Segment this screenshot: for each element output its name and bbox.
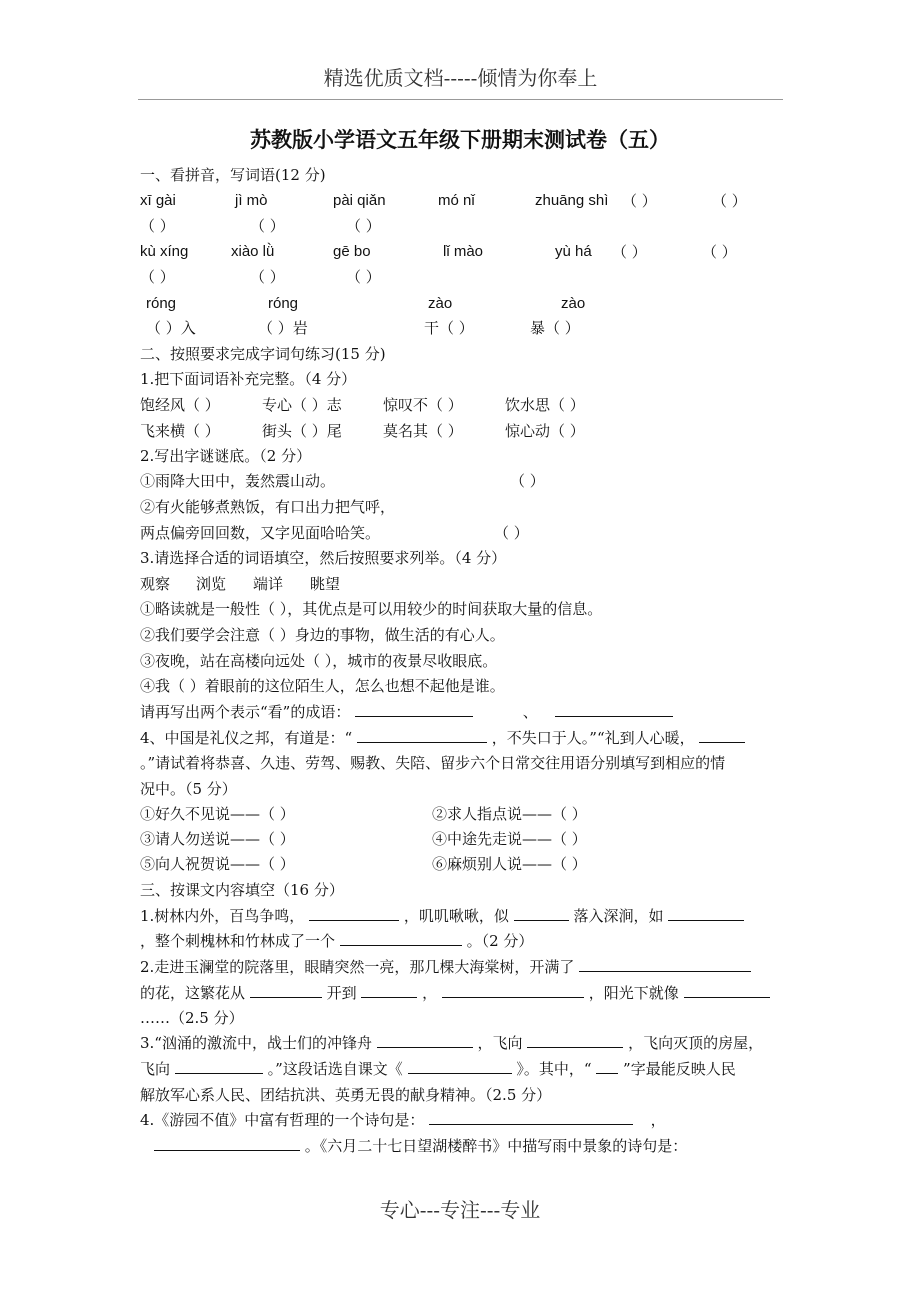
pinyin: mó nǐ bbox=[438, 192, 475, 209]
riddle-1: ①雨降大田中，轰然震山动。 bbox=[140, 472, 336, 490]
answer-blank[interactable]: （ ）入 bbox=[146, 319, 196, 337]
text: 的花，这繁花从 bbox=[140, 984, 246, 1002]
answer-line[interactable] bbox=[684, 983, 770, 998]
text: 。（2 分） bbox=[466, 932, 534, 950]
answer-line[interactable] bbox=[154, 1136, 300, 1151]
page-header: 精选优质文档-----倾情为你奉上 bbox=[138, 62, 783, 100]
text: 3.“汹涌的激流中，战士们的冲锋舟 bbox=[140, 1034, 372, 1052]
idiom-blank[interactable]: 饱经风（ ） bbox=[140, 396, 220, 414]
pinyin: xiào lǜ bbox=[231, 243, 275, 260]
question-3-2-line-2 bbox=[140, 983, 770, 1003]
riddle-2-line-2: 两点偏旁回回数，又字见面哈哈笑。 bbox=[140, 524, 381, 542]
text: ”字最能反映人民 bbox=[623, 1060, 736, 1078]
answer-line[interactable] bbox=[250, 983, 322, 998]
answer-line[interactable] bbox=[514, 906, 569, 921]
section-1-heading: 一、看拼音，写词语(12 分) bbox=[140, 166, 326, 184]
fill-sentence-2: ②我们要学会注意（ ）身边的事物，做生活的有心人。 bbox=[140, 626, 505, 644]
answer-blank[interactable]: （ ） bbox=[346, 217, 381, 235]
answer-blank[interactable]: 干（ ） bbox=[424, 319, 474, 337]
question-3-2 bbox=[140, 957, 751, 977]
answer-blank[interactable]: （ ） bbox=[510, 472, 545, 490]
fill-sentence-3: ③夜晚，站在高楼向远处（ ），城市的夜景尽收眼底。 bbox=[140, 652, 498, 670]
question-2-2: 2.写出字谜谜底。（2 分） bbox=[140, 447, 312, 465]
phrase-item[interactable]: ③请人勿送说——（ ） bbox=[140, 830, 295, 848]
answer-blank[interactable]: （ ） bbox=[622, 192, 657, 210]
phrase-item[interactable]: ②求人指点说——（ ） bbox=[432, 805, 587, 823]
phrase-item[interactable]: ⑤向人祝贺说——（ ） bbox=[140, 855, 295, 873]
answer-line[interactable] bbox=[527, 1033, 623, 1048]
idiom-blank[interactable]: 街头（ ）尾 bbox=[262, 422, 342, 440]
pinyin: zào bbox=[561, 295, 586, 312]
answer-line[interactable] bbox=[355, 702, 473, 717]
answer-blank[interactable]: （ ） bbox=[612, 243, 647, 261]
idiom-blank[interactable]: 饮水思（ ） bbox=[505, 396, 585, 414]
q4-line-3: 况中。（5 分） bbox=[140, 780, 237, 798]
answer-blank[interactable]: （ ） bbox=[494, 524, 529, 542]
pinyin: gē bo bbox=[333, 243, 371, 260]
phrase-item[interactable]: ④中途先走说——（ ） bbox=[432, 830, 587, 848]
question-2-1: 1.把下面词语补充完整。（4 分） bbox=[140, 370, 357, 388]
q4-text-b: ，不失口于人。”“礼到人心暖， bbox=[491, 729, 695, 747]
pinyin: jì mò bbox=[235, 192, 268, 209]
question-3-4-line-2 bbox=[154, 1136, 687, 1156]
text: 。”这段话选自课文《 bbox=[267, 1060, 403, 1078]
answer-line[interactable] bbox=[442, 983, 584, 998]
idiom-prompt-text: 请再写出两个表示“看”的成语： bbox=[140, 703, 351, 721]
text: ，叽叽啾啾，似 bbox=[403, 907, 509, 925]
answer-line[interactable] bbox=[555, 702, 673, 717]
text: ， bbox=[650, 1111, 666, 1129]
section-2-heading: 二、按照要求完成字词句练习(15 分) bbox=[140, 345, 386, 363]
text: 1.树林内外，百鸟争鸣， bbox=[140, 907, 305, 925]
text: ，飞向 bbox=[477, 1034, 523, 1052]
text: ，阳光下就像 bbox=[588, 984, 679, 1002]
answer-line[interactable] bbox=[429, 1110, 633, 1125]
riddle-2-line-1: ②有火能够煮熟饭，有口出力把气呼， bbox=[140, 498, 396, 516]
answer-line[interactable] bbox=[699, 728, 745, 743]
question-3-3-line-3: 解放军心系人民、团结抗洪、英勇无畏的献身精神。（2.5 分） bbox=[140, 1086, 552, 1104]
pinyin: xī gài bbox=[140, 192, 176, 209]
page-footer: 专心---专注---专业 bbox=[379, 1198, 541, 1222]
fill-sentence-1: ①略读就是一般性（ ），其优点是可以用较少的时间获取大量的信息。 bbox=[140, 600, 603, 618]
text: ， bbox=[422, 984, 438, 1002]
answer-blank[interactable]: （ ）岩 bbox=[258, 319, 308, 337]
question-3-3 bbox=[140, 1033, 763, 1053]
text: 飞向 bbox=[140, 1060, 171, 1078]
text: 落入深涧，如 bbox=[573, 907, 664, 925]
word-choice: 观察 bbox=[140, 575, 171, 593]
idiom-blank[interactable]: 飞来横（ ） bbox=[140, 422, 220, 440]
answer-blank[interactable]: （ ） bbox=[250, 217, 285, 235]
text: 。《六月二十七日望湖楼醉书》中描写雨中景象的诗句是： bbox=[304, 1137, 688, 1155]
answer-line[interactable] bbox=[408, 1059, 512, 1074]
text: 2.走进玉澜堂的院落里，眼睛突然一亮，那几棵大海棠树，开满了 bbox=[140, 958, 575, 976]
pinyin: zhuāng shì bbox=[535, 192, 609, 209]
fill-sentence-4: ④我（ ）着眼前的这位陌生人，怎么也想不起他是谁。 bbox=[140, 677, 505, 695]
answer-blank[interactable]: 暴（ ） bbox=[530, 319, 580, 337]
idiom-blank[interactable]: 莫名其（ ） bbox=[383, 422, 463, 440]
answer-blank[interactable]: （ ） bbox=[702, 243, 737, 261]
word-choice: 眺望 bbox=[310, 575, 341, 593]
pinyin: róng bbox=[268, 295, 299, 312]
answer-line[interactable] bbox=[309, 906, 399, 921]
section-3-heading: 三、按课文内容填空（16 分） bbox=[140, 881, 344, 899]
question-3-1 bbox=[140, 906, 744, 926]
document-title: 苏教版小学语文五年级下册期末测试卷（五） bbox=[250, 127, 670, 152]
q4-text-a: 4、中国是礼仪之邦，有道是：“ bbox=[140, 729, 353, 747]
idiom-blank[interactable]: 专心（ ）志 bbox=[262, 396, 342, 414]
text: 开到 bbox=[326, 984, 357, 1002]
text: 》。其中，“ bbox=[516, 1060, 592, 1078]
question-3-2-line-3: ……（2.5 分） bbox=[140, 1009, 244, 1027]
phrase-item[interactable]: ①好久不见说——（ ） bbox=[140, 805, 295, 823]
pinyin: yù há bbox=[555, 243, 592, 260]
idiom-blank[interactable]: 惊叹不（ ） bbox=[383, 396, 463, 414]
answer-blank[interactable]: （ ） bbox=[712, 192, 747, 210]
phrase-item[interactable]: ⑥麻烦别人说——（ ） bbox=[432, 855, 587, 873]
answer-line[interactable] bbox=[579, 957, 751, 972]
pinyin: pài qiǎn bbox=[333, 192, 386, 209]
idiom-prompt bbox=[140, 702, 673, 722]
question-3-3-line-2 bbox=[140, 1059, 736, 1079]
text: ，整个刺槐林和竹林成了一个 bbox=[140, 932, 336, 950]
answer-line[interactable] bbox=[361, 983, 417, 998]
answer-blank[interactable]: （ ） bbox=[250, 268, 285, 286]
answer-blank[interactable]: （ ） bbox=[140, 268, 175, 286]
answer-line[interactable] bbox=[596, 1059, 618, 1074]
answer-line[interactable] bbox=[377, 1033, 473, 1048]
answer-line[interactable] bbox=[357, 728, 487, 743]
text: 4.《游园不值》中富有哲理的一个诗句是： bbox=[140, 1111, 425, 1129]
question-3-4 bbox=[140, 1110, 666, 1130]
pinyin: kù xíng bbox=[140, 243, 189, 260]
question-2-4 bbox=[140, 728, 745, 748]
word-choice: 端详 bbox=[253, 575, 284, 593]
answer-blank[interactable]: （ ） bbox=[140, 217, 175, 235]
pinyin: róng bbox=[146, 295, 177, 312]
text: ，飞向灭顶的房屋， bbox=[628, 1034, 764, 1052]
answer-line[interactable] bbox=[340, 931, 462, 946]
idiom-blank[interactable]: 惊心动（ ） bbox=[505, 422, 585, 440]
answer-line[interactable] bbox=[668, 906, 744, 921]
pinyin: zào bbox=[428, 295, 453, 312]
separator: 、 bbox=[522, 703, 538, 721]
q4-line-2: 。”请试着将恭喜、久违、劳驾、赐教、失陪、留步六个日常交往用语分别填写到相应的情 bbox=[140, 754, 726, 772]
question-3-1-line-2 bbox=[140, 931, 533, 951]
word-choice: 浏览 bbox=[196, 575, 227, 593]
answer-blank[interactable]: （ ） bbox=[346, 268, 381, 286]
answer-line[interactable] bbox=[175, 1059, 263, 1074]
pinyin: lǐ mào bbox=[443, 243, 484, 260]
question-2-3: 3.请选择合适的词语填空，然后按照要求列举。（4 分） bbox=[140, 549, 507, 567]
